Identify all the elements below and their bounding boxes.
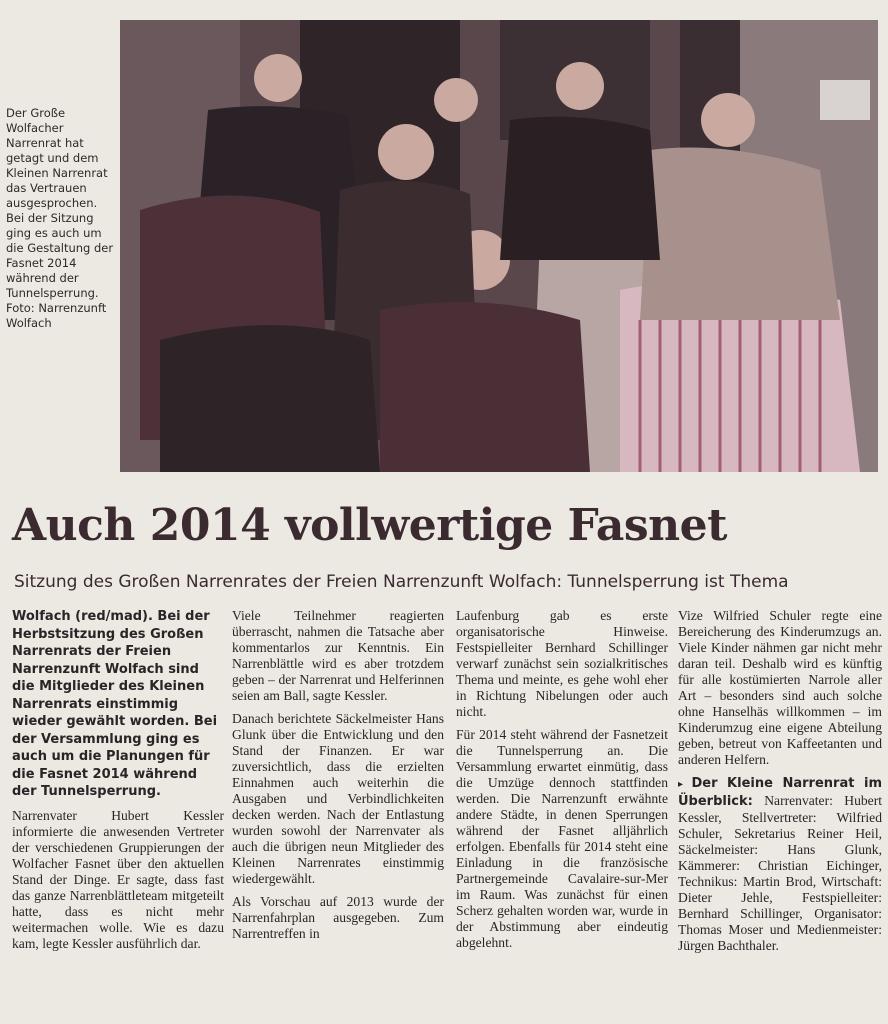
column-1	[12, 608, 224, 1020]
article-paragraph: Als Vorschau auf 2013 wurde der Narrenfahrplan ausgegeben. Zum Narrentreffen in	[232, 894, 444, 941]
article-paragraph: Viele Teilnehmer reagierten überrascht, nahmen die Tatsache aber kommentarlos zur Kenntnis. Ein Narrenblättle wird es aber trotzdem geben – der Narrenrat und Helferinnen seien am Ball, sagte Kessler.	[232, 608, 444, 703]
subheadline: Sitzung des Großen Narrenrates der Freien Narrenzunft Wolfach: Tunnelsperrung ist Thema	[14, 572, 789, 592]
arrow-icon: ▸	[678, 779, 684, 790]
group-photo-image	[120, 20, 878, 472]
info-box-text: Narrenvater: Hubert Kessler, Stellvertreter: Wilfried Schuler, Sekretarius Reiner Heil, Säckelmeister: Hans Glunk, Kämmerer: Christian Eichinger, Technikus: Martin Brod, Wirtschaft: Dieter Jehle, Festspielleiter: Bernhard Schillinger, Organisator: Thomas Moser und Medienmeister: Jürgen Bachthaler.	[678, 793, 882, 953]
article-paragraph: Narrenvater Hubert Kessler informierte die anwesenden Vertreter der verschiedenen Gruppierungen der Wolfacher Fasnet über den aktuellen Stand der Dinge. Er sagte, dass fast das ganze Narrenblättleteam mitgeteilt hatte, dass es nicht mehr weitermachen wolle. Wie es dazu kam, legte Kessler ausführlich dar.	[12, 807, 224, 951]
column-2	[232, 608, 444, 1020]
info-box	[678, 775, 882, 954]
group-photo	[120, 20, 878, 472]
headline: Auch 2014 vollwertige Fasnet	[12, 500, 727, 551]
article-paragraph: Vize Wilfried Schuler regte eine Bereicherung des Kinderumzugs an. Viele Kinder nähmen gar nicht mehr daran teil. Deshalb wird es künftig für alle kostümierten Narrole aller Art – besonders sind auch solche ohne Hanselhäs willkommen – im Kinderumzug eine eigene Abteilung geben, betreut von Kaffeetanten und anderen Helfern.	[678, 608, 882, 767]
article-lead: Wolfach (red/mad). Bei der Herbstsitzung des Großen Narrenrats der Freien Narrenzunft Wolfach sind die Mitglieder des Kleinen Narrenrats einstimmig wieder gewählt worden. Bei der Versammlung ging es auch um die Planungen für die Fasnet 2014 während der Tunnelsperrung.	[12, 609, 218, 799]
article-paragraph: Für 2014 steht während der Fasnetzeit die Tunnelsperrung an. Die Versammlung erwartet einmütig, dass die Umzüge dennoch stattfinden werden. Die Narrenzunft erwähnte andere Städte, in denen Sperrungen während der Fasnet alljährlich erfolgen. Ebenfalls für 2014 steht eine Einladung in die französische Partnergemeinde Cavalaire-sur-Mer im Raum. Was zunächst für einen Scherz gehalten worden war, wurde in der Abstimmung aber eindeutig abgelehnt.	[456, 727, 668, 950]
info-box-title: Der Kleine Narrenrat im Überblick:	[678, 776, 882, 809]
article-paragraph: Danach berichtete Säckelmeister Hans Glunk über die Entwicklung und den Stand der Finanzen. Er war zuversichtlich, dass die erzielten Einnahmen auch weiterhin die Ausgaben und Verbindlichkeiten decken werden. Nach der Entlastung wurden sowohl der Narrenvater als auch die übrigen neun Mitglieder des Kleinen Narrenrates einstimmig wiedergewählt.	[232, 711, 444, 886]
column-3	[456, 608, 668, 1020]
column-4	[678, 608, 882, 1020]
photo-caption: Der Große Wolfacher Narrenrat hat getagt und dem Kleinen Narrenrat das Vertrauen ausgesprochen. Bei der Sitzung ging es auch um die Gestaltung der Fasnet 2014 während der Tunnelsperrung. Foto: Narrenzunft Wolfach	[6, 106, 114, 330]
article-paragraph: Laufenburg gab es erste organisatorische Hinweise. Festspielleiter Bernhard Schillinger verwarf zunächst sein sozialkritisches Thema und meinte, es gehe wohl eher in Richtung Nibelungen oder auch nicht.	[456, 608, 668, 719]
